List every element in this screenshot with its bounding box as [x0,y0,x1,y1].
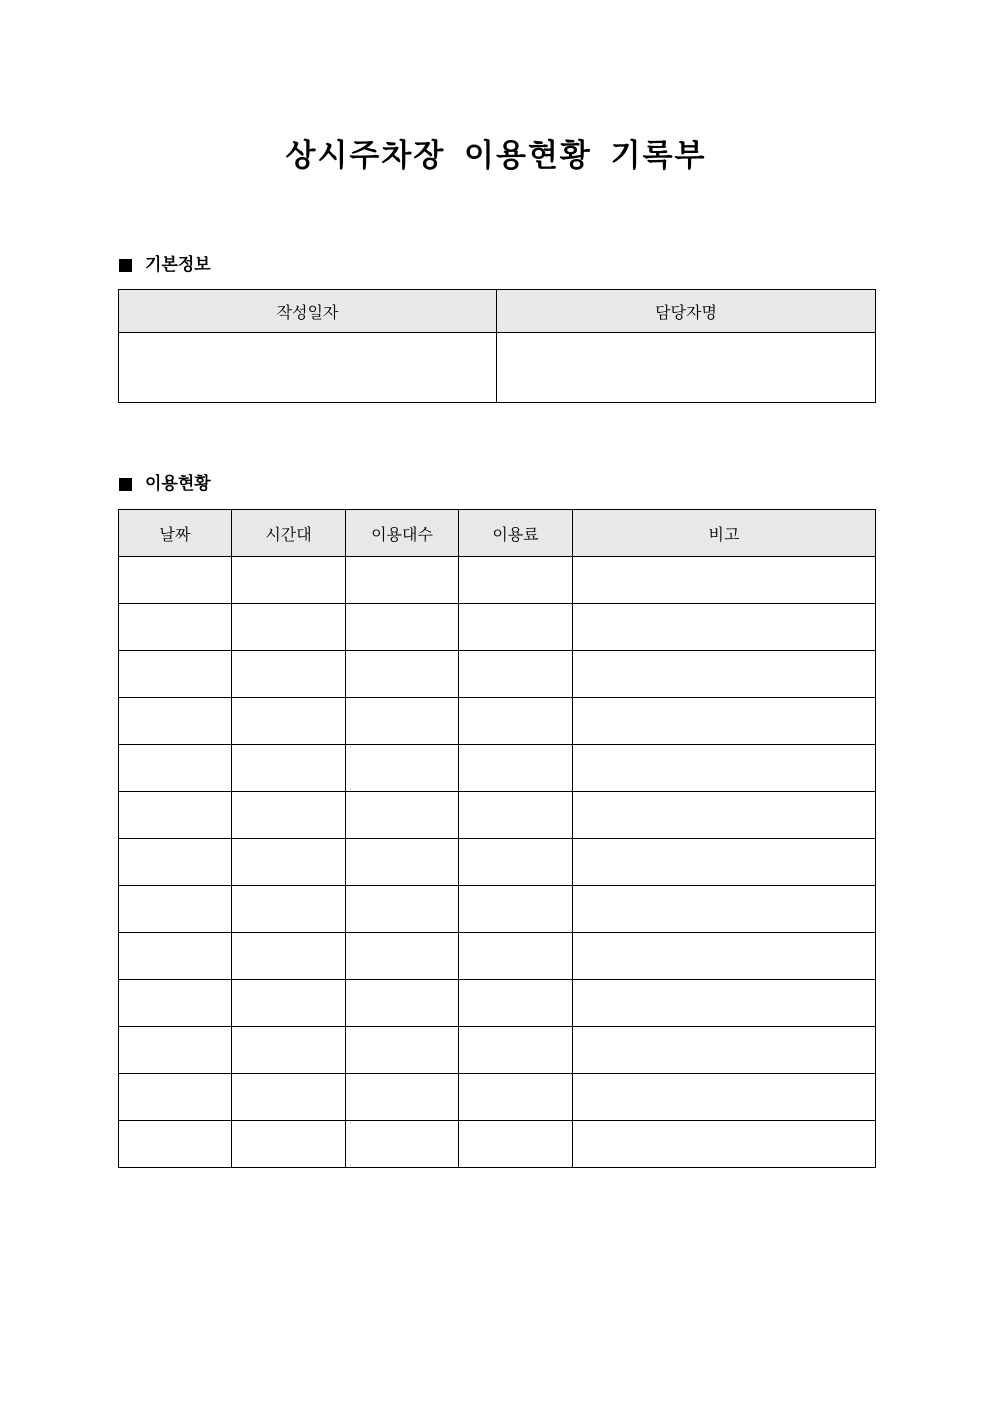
date-cell[interactable] [119,1027,232,1074]
table-row [119,1121,876,1168]
remarks-cell[interactable] [573,745,876,792]
page-title: 상시주차장 이용현황 기록부 [285,138,707,174]
fee-cell[interactable] [459,1121,573,1168]
table-row [119,1027,876,1074]
fee-cell[interactable] [459,792,573,839]
table-row [119,745,876,792]
remarks-cell[interactable] [573,651,876,698]
table-row [119,698,876,745]
vehicle-count-cell[interactable] [346,1074,459,1121]
fee-cell[interactable] [459,557,573,604]
section-heading-basic-info [119,253,211,277]
date-cell[interactable] [119,839,232,886]
table-row [119,1074,876,1121]
time-slot-cell[interactable] [232,604,346,651]
time-slot-cell[interactable] [232,980,346,1027]
time-slot-cell[interactable] [232,1074,346,1121]
vehicle-count-cell[interactable] [346,604,459,651]
fee-cell[interactable] [459,604,573,651]
date-cell[interactable] [119,1121,232,1168]
vehicle-count-cell[interactable] [346,933,459,980]
date-cell[interactable] [119,557,232,604]
fee-cell[interactable] [459,651,573,698]
time-slot-cell[interactable] [232,792,346,839]
vehicle-count-cell[interactable] [346,651,459,698]
column-header-remarks: 비고 [573,510,876,557]
fee-cell[interactable] [459,745,573,792]
fee-cell[interactable] [459,886,573,933]
time-slot-cell[interactable] [232,886,346,933]
column-header-date-written: 작성일자 [119,290,497,333]
date-cell[interactable] [119,604,232,651]
date-cell[interactable] [119,651,232,698]
fee-cell[interactable] [459,933,573,980]
remarks-cell[interactable] [573,792,876,839]
basic-info-table [118,289,876,403]
remarks-cell[interactable] [573,1121,876,1168]
section-heading-label: 기본정보 [145,255,211,275]
column-header-fee: 이용료 [459,510,573,557]
date-cell[interactable] [119,933,232,980]
vehicle-count-cell[interactable] [346,745,459,792]
column-header-manager-name: 담당자명 [497,290,876,333]
remarks-cell[interactable] [573,933,876,980]
section-heading-label: 이용현황 [145,474,211,494]
vehicle-count-cell[interactable] [346,792,459,839]
remarks-cell[interactable] [573,604,876,651]
table-row [119,792,876,839]
date-cell[interactable] [119,792,232,839]
time-slot-cell[interactable] [232,839,346,886]
column-header-vehicle-count: 이용대수 [346,510,459,557]
date-cell[interactable] [119,886,232,933]
vehicle-count-cell[interactable] [346,980,459,1027]
remarks-cell[interactable] [573,839,876,886]
table-row [119,557,876,604]
section-heading-usage [119,472,211,496]
time-slot-cell[interactable] [232,557,346,604]
fee-cell[interactable] [459,1027,573,1074]
table-row [119,933,876,980]
time-slot-cell[interactable] [232,1121,346,1168]
vehicle-count-cell[interactable] [346,557,459,604]
table-row [119,980,876,1027]
remarks-cell[interactable] [573,698,876,745]
date-cell[interactable] [119,980,232,1027]
vehicle-count-cell[interactable] [346,839,459,886]
remarks-cell[interactable] [573,1074,876,1121]
vehicle-count-cell[interactable] [346,1027,459,1074]
table-row [119,886,876,933]
vehicle-count-cell[interactable] [346,698,459,745]
column-header-date: 날짜 [119,510,232,557]
time-slot-cell[interactable] [232,698,346,745]
remarks-cell[interactable] [573,1027,876,1074]
manager-name-field[interactable] [497,333,876,403]
usage-table-body [119,557,876,1168]
table-header-row [119,290,876,333]
usage-table [118,509,876,1168]
time-slot-cell[interactable] [232,1027,346,1074]
date-written-field[interactable] [119,333,497,403]
date-cell[interactable] [119,1074,232,1121]
vehicle-count-cell[interactable] [346,1121,459,1168]
fee-cell[interactable] [459,980,573,1027]
fee-cell[interactable] [459,839,573,886]
time-slot-cell[interactable] [232,651,346,698]
remarks-cell[interactable] [573,980,876,1027]
column-header-time-slot: 시간대 [232,510,346,557]
fee-cell[interactable] [459,698,573,745]
date-cell[interactable] [119,745,232,792]
remarks-cell[interactable] [573,886,876,933]
fee-cell[interactable] [459,1074,573,1121]
date-cell[interactable] [119,698,232,745]
table-row [119,604,876,651]
remarks-cell[interactable] [573,557,876,604]
table-row [119,333,876,403]
vehicle-count-cell[interactable] [346,886,459,933]
table-row [119,839,876,886]
square-bullet-icon [119,259,132,272]
time-slot-cell[interactable] [232,933,346,980]
table-header-row [119,510,876,557]
time-slot-cell[interactable] [232,745,346,792]
square-bullet-icon [119,478,132,491]
table-row [119,651,876,698]
